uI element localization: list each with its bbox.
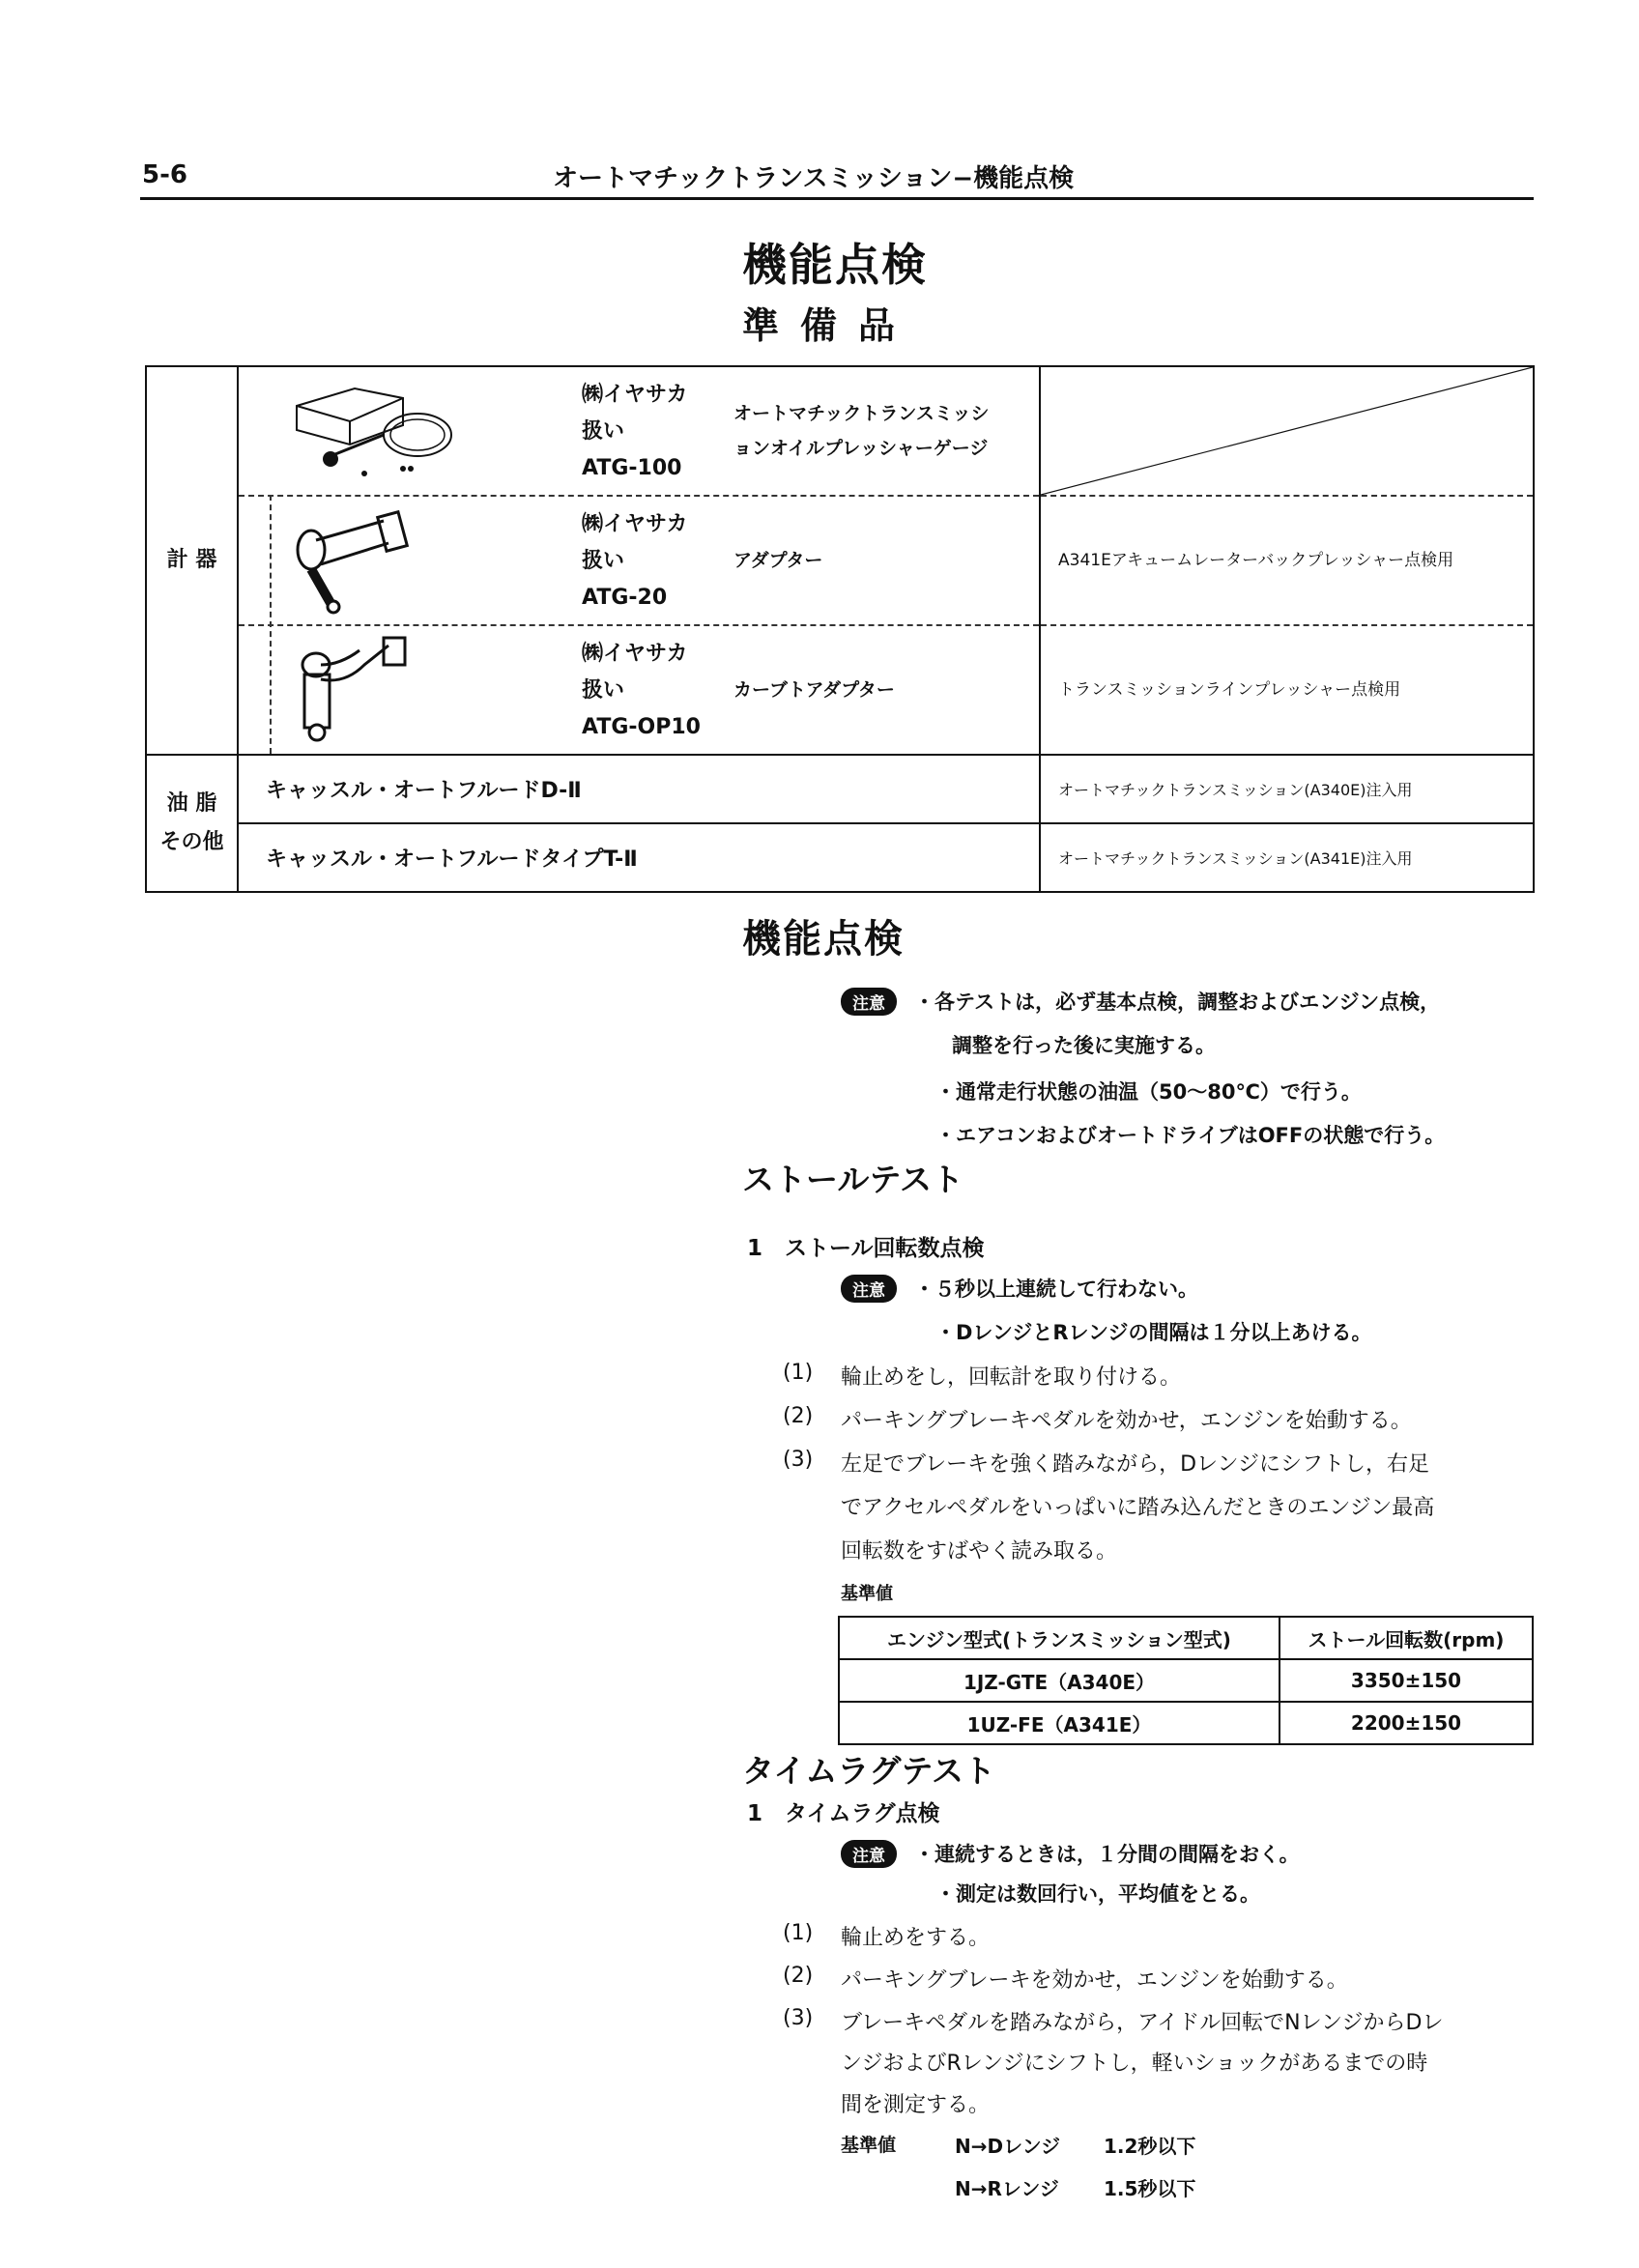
oil-use: オートマチックトランスミッション(A340E)注入用 xyxy=(1040,755,1534,823)
oil-name: キャッスル・オートフルードD-Ⅱ xyxy=(238,755,1040,823)
stall-rpm: 3350±150 xyxy=(1280,1659,1533,1702)
range-label: N→Dレンジ xyxy=(955,2135,1061,2158)
step-text: 間を測定する。 xyxy=(841,2093,991,2117)
oil-use: オートマチックトランスミッション(A341E)注入用 xyxy=(1040,823,1534,892)
page-number: 5-6 xyxy=(142,160,187,189)
caution-text: ・連続するときは，１分間の間隔をおく。 xyxy=(914,1843,1300,1866)
caution-text: ・エアコンおよびオートドライブはOFFの状態で行う。 xyxy=(935,1124,1446,1147)
caution-text: ・測定は数回行い，平均値をとる。 xyxy=(935,1882,1260,1906)
step-text: でアクセルペダルをいっぱいに踏み込んだときのエンジン最高 xyxy=(841,1496,1435,1520)
caution-badge: 注意 xyxy=(841,1840,897,1868)
instrument-row xyxy=(239,367,1039,495)
oil-category-label: その他 xyxy=(159,830,224,854)
stall-step-title: 1 ストール回転数点検 xyxy=(747,1236,985,1261)
handling: 扱い xyxy=(582,419,625,444)
step-text: 左足でブレーキを強く踏みながら，Dレンジにシフトし，右足 xyxy=(841,1452,1429,1477)
caution-text: ・各テストは，必ず基本点検，調整およびエンジン点検， xyxy=(914,990,1441,1014)
engine-model: 1UZ-FE（A341E） xyxy=(839,1702,1280,1744)
engine-model: 1JZ-GTE（A340E） xyxy=(839,1659,1280,1702)
prep-title: 準備品 xyxy=(742,304,917,347)
model-number: ATG-20 xyxy=(582,586,668,610)
range-label: N→Rレンジ xyxy=(955,2177,1059,2200)
curved-adapter-icon xyxy=(277,636,471,744)
step-text: パーキングブレーキペダルを効かせ，エンジンを始動する。 xyxy=(841,1409,1412,1433)
handling: 扱い xyxy=(582,678,625,703)
running-header-title: オートマチックトランスミッション−機能点検 xyxy=(553,164,1075,193)
table-header: エンジン型式(トランスミッション型式) xyxy=(839,1617,1280,1659)
time-lag-step-title: 1 タイムラグ点検 xyxy=(747,1801,940,1826)
caution-text: ・通常走行状態の油温（50〜80℃）で行う。 xyxy=(935,1080,1362,1104)
tool-name: アダプター xyxy=(733,550,823,571)
step-text: ンジおよびRレンジにシフトし，軽いショックがあるまでの時 xyxy=(841,2052,1428,2076)
oil-category xyxy=(146,755,238,892)
model-number: ATG-100 xyxy=(582,456,682,480)
tool-name: カーブトアダプター xyxy=(733,679,895,701)
step-text: 輪止めをし，回転計を取り付ける。 xyxy=(841,1365,1182,1390)
tool-name: ョンオイルプレッシャーゲージ xyxy=(733,438,989,459)
stall-test-title: ストールテスト xyxy=(742,1161,964,1198)
use-text: A341Eアキュームレーターバックプレッシャー点検用 xyxy=(1058,551,1454,570)
maker: ㈱イヤサカ xyxy=(582,512,688,536)
header-rule xyxy=(140,197,1534,200)
time-lag-value: 1.2秒以下 xyxy=(1104,2135,1196,2158)
adapter-icon xyxy=(277,506,471,615)
model-number: ATG-OP10 xyxy=(582,715,701,739)
stall-rpm: 2200±150 xyxy=(1280,1702,1533,1744)
function-check-title: 機能点検 xyxy=(742,917,905,962)
use-text: トランスミッションラインプレッシャー点検用 xyxy=(1058,680,1401,700)
caution-text: ・５秒以上連続して行わない。 xyxy=(914,1278,1198,1301)
instrument-row xyxy=(239,495,1039,624)
use-cell xyxy=(1041,495,1533,624)
table-row xyxy=(839,1702,1533,1744)
pressure-gauge-kit-icon xyxy=(277,377,471,485)
maker: ㈱イヤサカ xyxy=(582,642,688,666)
oil-category-label: 油 脂 xyxy=(166,791,217,816)
oil-name: キャッスル・オートフルードタイプT-Ⅱ xyxy=(238,823,1040,892)
tool-name: オートマチックトランスミッシ xyxy=(733,403,990,424)
use-cell xyxy=(1041,624,1533,754)
step-text: ブレーキペダルを踏みながら，アイドル回転でNレンジからDレ xyxy=(841,2011,1444,2035)
caution-text: ・DレンジとRレンジの間隔は１分以上あける。 xyxy=(935,1321,1372,1344)
step-number: (3) xyxy=(783,1448,814,1472)
time-lag-test-title: タイムラグテスト xyxy=(742,1752,996,1790)
step-text: 回転数をすばやく読み取る。 xyxy=(841,1539,1118,1564)
instrument-category: 計 器 xyxy=(146,366,238,755)
page-title: 機能点検 xyxy=(742,239,928,291)
time-lag-value: 1.5秒以下 xyxy=(1104,2177,1196,2200)
caution-text: 調整を行った後に実施する。 xyxy=(952,1034,1216,1057)
handling: 扱い xyxy=(582,549,625,573)
table-header: ストール回転数(rpm) xyxy=(1280,1617,1533,1659)
step-number: (2) xyxy=(783,1964,814,1988)
maker: ㈱イヤサカ xyxy=(582,383,688,407)
preparation-table xyxy=(145,365,1535,893)
table-row xyxy=(839,1659,1533,1702)
standard-label: 基準値 xyxy=(841,2135,897,2156)
instrument-row xyxy=(239,624,1039,754)
use-cell-empty xyxy=(1041,367,1533,495)
step-number: (2) xyxy=(783,1404,814,1428)
step-number: (3) xyxy=(783,2006,814,2030)
diagonal-slash xyxy=(1041,367,1533,495)
caution-badge: 注意 xyxy=(841,988,897,1016)
step-text: 輪止めをする。 xyxy=(841,1926,991,1950)
standard-label: 基準値 xyxy=(841,1584,893,1604)
step-number: (1) xyxy=(783,1921,814,1945)
caution-badge: 注意 xyxy=(841,1275,897,1303)
step-text: パーキングブレーキを効かせ，エンジンを始動する。 xyxy=(841,1968,1348,1993)
stall-speed-table xyxy=(838,1616,1534,1745)
step-number: (1) xyxy=(783,1361,814,1385)
